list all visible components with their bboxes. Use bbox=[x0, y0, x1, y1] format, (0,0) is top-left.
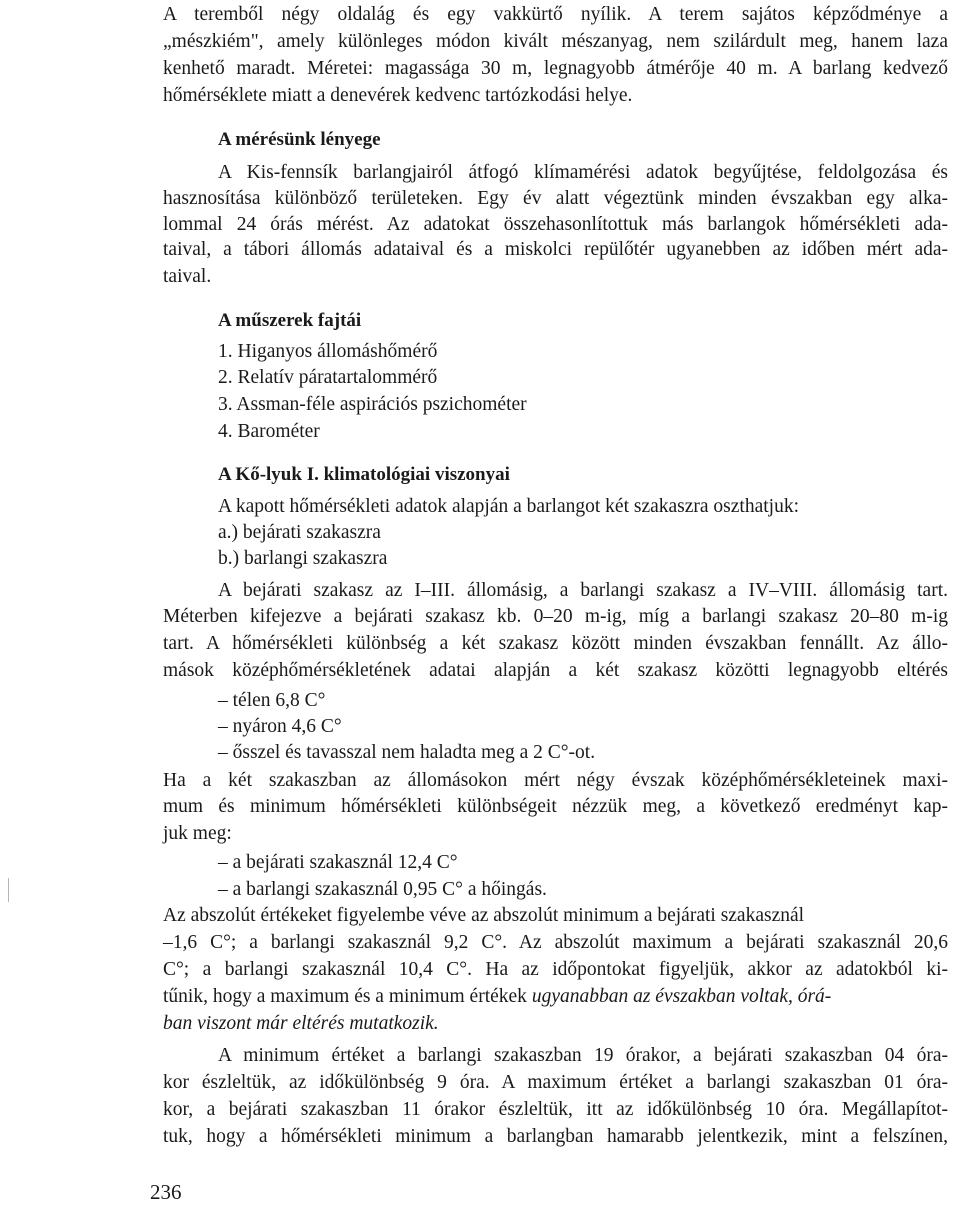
section3-para1-line-3: tart. A hőmérsékleti különbség a két szakasz között minden évszakban fennállt. Az állo- bbox=[163, 633, 948, 654]
section3-para2-line-3: juk meg: bbox=[163, 823, 232, 844]
section3-para1-line-4: mások középhőmérsékletének adatai alapján a két szakasz közötti legnagyobb eltérés bbox=[163, 660, 948, 681]
difference-item: – nyáron 4,6 C° bbox=[218, 716, 342, 737]
section1-line-3: lommal 24 órás mérést. Az adatokat összehasonlítottuk más barlangok hőmérsékleti ada- bbox=[163, 214, 948, 235]
instrument-item: 1. Higanyos állomáshőmérő bbox=[218, 341, 438, 362]
instrument-item: 2. Relatív páratartalommérő bbox=[218, 367, 438, 388]
range-item: – a barlangi szakasznál 0,95 C° a hőingás. bbox=[218, 879, 547, 900]
section3-para2-line-1: Ha a két szakaszban az állomásokon mért négy évszak középhőmérsékleteinek maxi- bbox=[163, 770, 948, 791]
section-heading-climate: A Kő-lyuk I. klimatológiai viszonyai bbox=[218, 464, 510, 485]
section3-para4-line-2: kor észleltük, az időkülönbség 9 óra. A maximum értéket a barlangi szakaszban 01 óra- bbox=[163, 1072, 948, 1093]
intro-line-4: hőmérséklete miatt a denevérek kedvenc tartózkodási helye. bbox=[163, 85, 633, 106]
section3-para3-line-2: –1,6 C°; a barlangi szakasznál 9,2 C°. Az abszolút maximum a bejárati szakasznál 20,6 bbox=[163, 932, 948, 953]
section-heading-measurement: A mérésünk lényege bbox=[218, 129, 381, 150]
section3-para4-line-3: kor, a bejárati szakaszban 11 órakor észleltük, itt az időkülönbség 10 óra. Megállapítot- bbox=[163, 1099, 948, 1120]
section3-para2-line-2: mum és minimum hőmérsékleti különbségeit nézzük meg, a következő eredményt kap- bbox=[163, 796, 948, 817]
section1-line-5: taival. bbox=[163, 266, 212, 287]
intro-line-3: kenhető maradt. Méretei: magassága 30 m, legnagyobb átmérője 40 m. A barlang kedvező bbox=[163, 58, 948, 79]
instrument-item: 4. Barométer bbox=[218, 421, 320, 442]
section1-line-4: taival, a tábori állomás adataival és a miskolci repülőtér ugyanebben az időben mért ada- bbox=[163, 239, 948, 260]
section1-line-1: A Kis-fennsík barlangjairól átfogó klímamérési adatok begyűjtése, feldolgozása és bbox=[218, 162, 948, 183]
section1-line-2: hasznosítása különböző területeken. Egy év alatt végeztünk minden évszakban egy alka- bbox=[163, 188, 948, 209]
difference-item: – ősszel és tavasszal nem haladta meg a 2 C°-ot. bbox=[218, 742, 596, 763]
section3-para1-line-1: A bejárati szakasz az I–III. állomásig, a barlangi szakasz a IV–VIII. állomásig tart. bbox=[218, 580, 948, 601]
difference-item: – télen 6,8 C° bbox=[218, 690, 326, 711]
section3-para3-line-4 bbox=[163, 984, 948, 1010]
section3-para3-line-5: ban viszont már eltérés mutatkozik. bbox=[163, 1013, 439, 1034]
intro-line-2: „mészkiém", amely különleges módon kivált mészanyag, nem szilárdult meg, hanem laza bbox=[163, 31, 948, 52]
section3-para3-line-3: C°; a barlangi szakasznál 10,4 C°. Ha az időpontokat figyeljük, akkor az adatokból ki- bbox=[163, 959, 948, 980]
section3-intro-line: A kapott hőmérsékleti adatok alapján a barlangot két szakaszra oszthatjuk: bbox=[218, 496, 800, 517]
page-number: 236 bbox=[150, 1180, 182, 1204]
section-heading-instruments: A műszerek fajtái bbox=[218, 310, 362, 331]
instrument-item: 3. Assman-féle aspirációs pszichométer bbox=[218, 394, 527, 415]
section3-para1-line-2: Méterben kifejezve a bejárati szakasz kb. 0–20 m-ig, míg a barlangi szakasz 20–80 m-ig bbox=[163, 606, 948, 627]
section3-para4-line-4: tuk, hogy a hőmérsékleti minimum a barlangban hamarabb jelentkezik, mint a felszínen, bbox=[163, 1126, 948, 1147]
para3-italic-text: ugyanabban az évszakban voltak, órá- bbox=[526, 986, 832, 1007]
section3-para4-line-1: A minimum értéket a barlangi szakaszban 19 órakor, a bejárati szakaszban 04 óra- bbox=[218, 1045, 948, 1066]
para3-regular-text: tűnik, hogy a maximum és a minimum értékek bbox=[163, 986, 527, 1007]
section-part-item: a.) bejárati szakaszra bbox=[218, 522, 381, 543]
range-item: – a bejárati szakasznál 12,4 C° bbox=[218, 852, 458, 873]
section-part-item: b.) barlangi szakaszra bbox=[218, 548, 388, 569]
intro-line-1: A teremből négy oldalág és egy vakkürtő nyílik. A terem sajátos képződménye a bbox=[163, 4, 948, 25]
section3-para3-line-1: Az abszolút értékeket figyelembe véve az abszolút minimum a bejárati szakasznál bbox=[163, 905, 805, 926]
margin-mark bbox=[8, 878, 9, 902]
